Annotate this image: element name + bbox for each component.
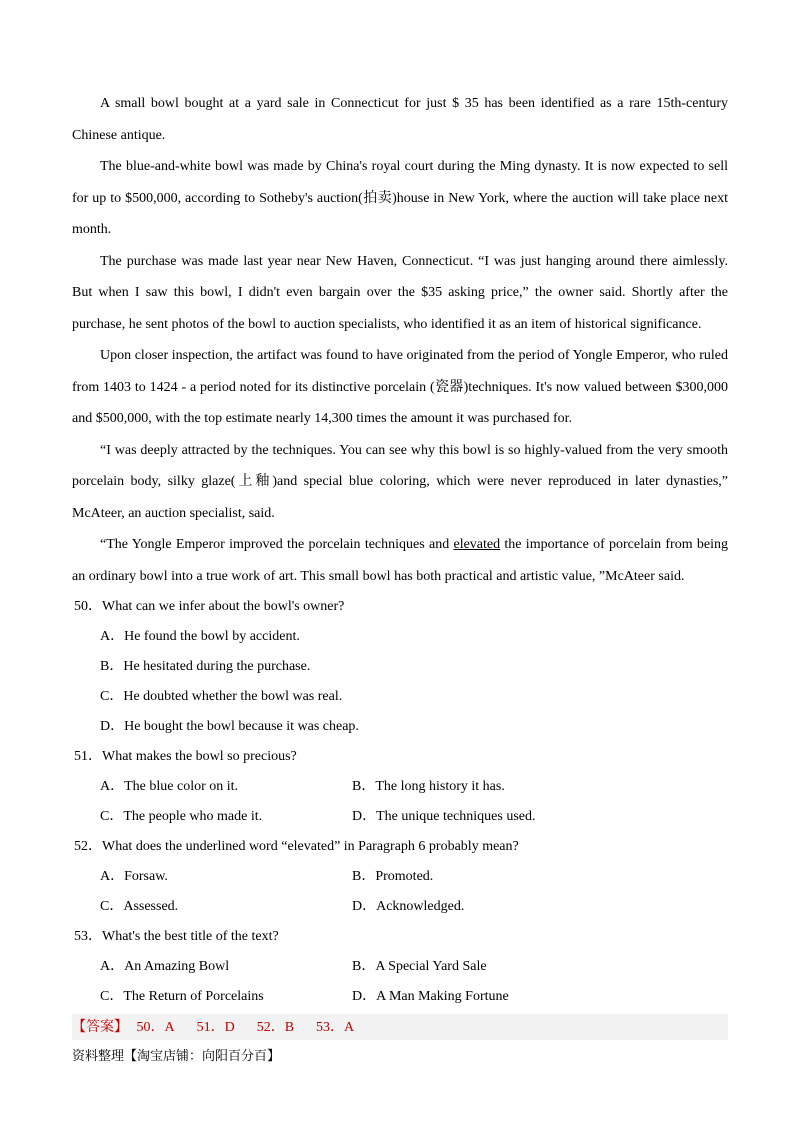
answer-option: B．The long history it has.	[352, 779, 505, 794]
answer-option: A．The blue color on it.	[100, 779, 239, 794]
answer-option: C．He doubted whether the bowl was real.	[100, 689, 343, 704]
answer-option: D．A Man Making Fortune	[352, 989, 509, 1004]
question-stem: 50．What can we infer about the bowl's owner?	[74, 599, 345, 614]
answer-option: C．The people who made it.	[100, 809, 263, 824]
answer-option: D．He bought the bowl because it was cheap.	[100, 719, 359, 734]
question-stem: 51．What makes the bowl so precious?	[74, 749, 297, 764]
answer-items	[136, 1020, 376, 1035]
answer-item: 51．D	[196, 1020, 235, 1035]
paragraph-2: The blue-and-white bowl was made by China's royal court during the Ming dynasty. It is now expected to sell for up to $500,000, according to Sotheby's auction(拍卖)house in New York, where the auction will take place next month.	[72, 159, 728, 237]
answer-option: C．The Return of Porcelains	[100, 989, 264, 1004]
answer-option: D．Acknowledged.	[352, 899, 465, 914]
question-options	[72, 772, 728, 832]
answer-option: D．The unique techniques used.	[352, 809, 536, 824]
document-page	[72, 88, 728, 1040]
answer-option: A．He found the bowl by accident.	[100, 629, 300, 644]
answer-option: B．A Special Yard Sale	[352, 959, 487, 974]
answer-item: 53．A	[316, 1020, 355, 1035]
answer-item: 52．B	[256, 1020, 295, 1035]
question-options	[72, 862, 728, 922]
paragraph-3: The purchase was made last year near New Haven, Connecticut. “I was just hanging around there aimlessly. But when I saw this bowl, I didn't even bargain over the $35 asking price,” the owner said. Shortly after the purchase, he sent photos of the bowl to auction specialists, who identified it as an item of historical significance.	[72, 253, 728, 332]
underlined-word: elevated	[453, 537, 501, 552]
question-stem: 52．What does the underlined word “elevated” in Paragraph 6 probably mean?	[74, 839, 519, 854]
answer-key	[72, 1014, 728, 1040]
answer-option: B．Promoted.	[352, 869, 434, 884]
paragraph-6-text-before: “The Yongle Emperor improved the porcelain techniques and	[100, 537, 454, 552]
paragraph-1: A small bowl bought at a yard sale in Connecticut for just $ 35 has been identified as a rare 15th-century Chinese antique.	[72, 96, 728, 143]
question-options	[72, 952, 728, 1012]
paragraph-6-text-after: the importance of porcelain from being an ordinary bowl into a true work of art. This small bowl has both practical and artistic value, ”McAteer said.	[72, 537, 728, 584]
answer-option: C．Assessed.	[100, 899, 179, 914]
answer-item: 50．A	[136, 1020, 175, 1035]
answer-label: 【答案】	[72, 1019, 128, 1035]
answer-option: A．An Amazing Bowl	[100, 959, 230, 974]
question-stem: 53．What's the best title of the text?	[74, 929, 279, 944]
paragraph-5: “I was deeply attracted by the techniques. You can see why this bowl is so highly-valued from the very smooth porcelain body, silky glaze(上釉)and special blue coloring, which were never reproduced in later dynasties,” McAteer, an auction specialist, said.	[72, 442, 728, 521]
paragraph-4: Upon closer inspection, the artifact was found to have originated from the period of Yongle Emperor, who ruled from 1403 to 1424 - a period noted for its distinctive porcelain (瓷器)techniques. It's now valued between $300,000 and $500,000, with the top estimate nearly 14,300 times the amount it was purchased for.	[72, 348, 728, 426]
paragraph-6	[72, 529, 728, 592]
answer-option: B．He hesitated during the purchase.	[100, 659, 311, 674]
footer-note: 资料整理【淘宝店铺：向阳百分百】	[72, 1049, 281, 1064]
answer-option: A．Forsaw.	[100, 869, 168, 884]
question-options	[72, 622, 728, 742]
question-list	[72, 592, 728, 1012]
